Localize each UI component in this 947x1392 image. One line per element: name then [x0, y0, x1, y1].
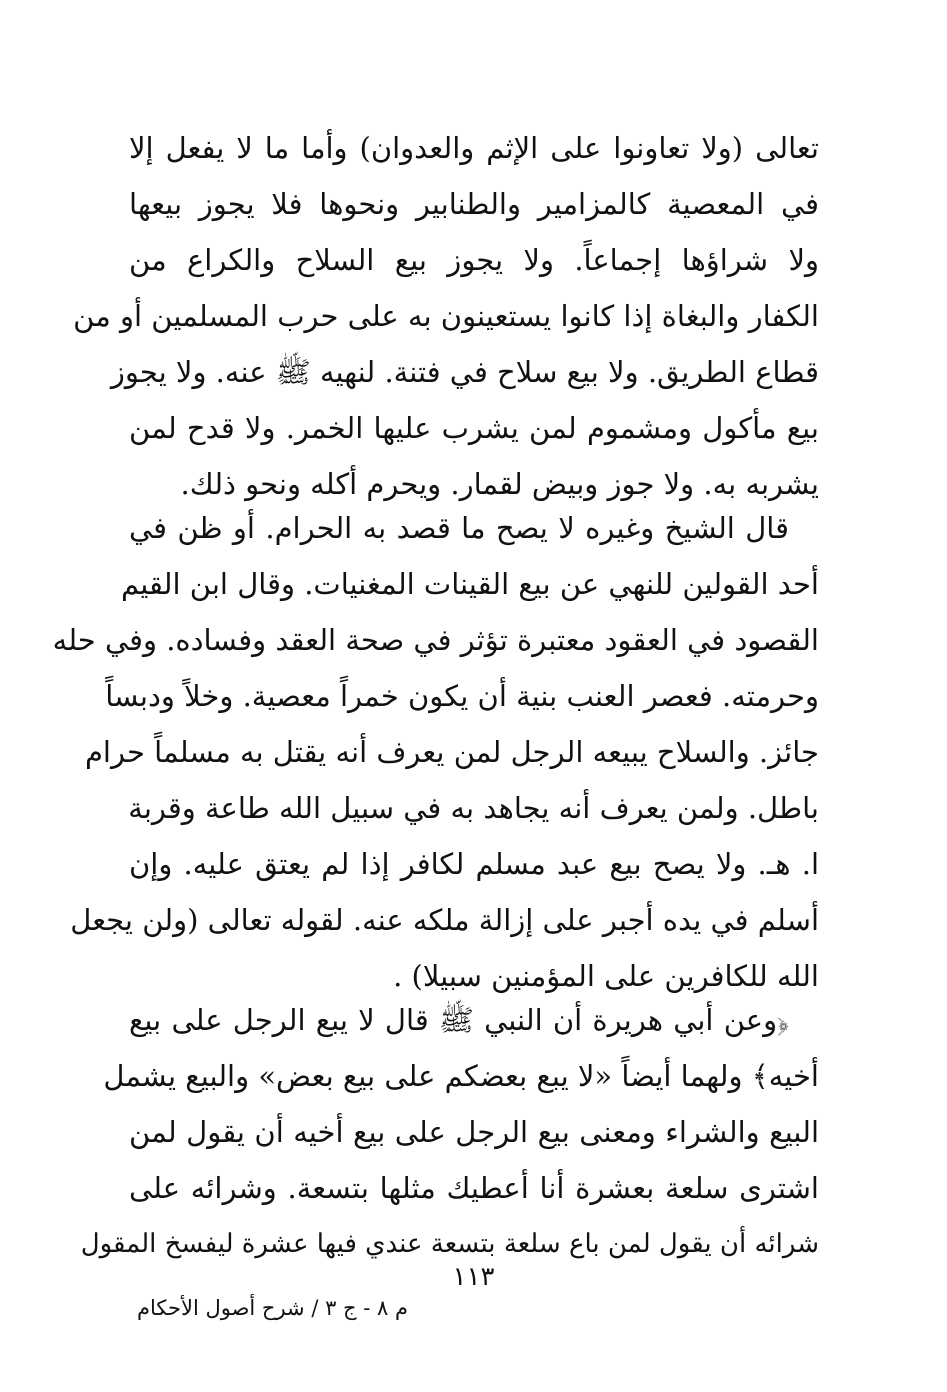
paragraph-1 — [73, 120, 819, 512]
text-line: اشترى سلعة بعشرة أنا أعطيك مثلها بتسعة. وشرائه على — [129, 1171, 819, 1205]
text-line: شرائه أن يقول لمن باع سلعة بتسعة عندي فيها عشرة ليفسخ المقول — [80, 1229, 819, 1259]
paragraph-2 — [52, 500, 819, 1004]
footer-signature: م ٨ - ج ٣ / شرح أصول الأحكام — [137, 1296, 409, 1320]
text-line: ولا شراؤها إجماعاً. ولا يجوز بيع السلاح والكراع من — [129, 243, 819, 277]
text-line: الكفار والبغاة إذا كانوا يستعينون به على حرب المسلمين أو من — [73, 299, 819, 333]
text-line: وحرمته. فعصر العنب بنية أن يكون خمراً معصية. وخلاً ودبساً — [105, 679, 819, 713]
text-line: البيع والشراء ومعنى بيع الرجل على بيع أخيه أن يقول لمن — [129, 1115, 819, 1149]
text-line: بيع مأكول ومشموم لمن يشرب عليها الخمر. ولا قدح لمن — [129, 411, 819, 445]
text-line: أسلم في يده أجبر على إزالة ملكه عنه. لقوله تعالى (ولن يجعل — [70, 903, 819, 937]
text-line: في المعصية كالمزامير والطنابير ونحوها فلا يجوز بيعها — [129, 187, 819, 221]
text-line: جائز. والسلاح يبيعه الرجل لمن يعرف أنه يقتل به مسلماً حرام — [84, 735, 819, 769]
page-number: ١١٣ — [452, 1262, 495, 1292]
text-line: قطاع الطريق. ولا بيع سلاح في فتنة. لنهيه ﷺ عنه. ولا يجوز — [110, 355, 819, 389]
text-line: قال الشيخ وغيره لا يصح ما قصد به الحرام. أو ظن في — [129, 511, 789, 545]
text-line: تعالى (ولا تعاونوا على الإثم والعدوان) وأما ما لا يفعل إلا — [129, 131, 819, 165]
text-line: الله للكافرين على المؤمنين سبيلا) . — [393, 959, 819, 993]
text-line: القصود في العقود معتبرة تؤثر في صحة العقد وفساده. وفي حله — [52, 623, 819, 657]
text-line: باطل. ولمن يعرف أنه يجاهد به في سبيل الله طاعة وقربة — [128, 791, 819, 825]
paragraph-3 — [80, 992, 819, 1272]
text-line: يشربه به. ولا جوز وبيض لقمار. ويحرم أكله ونحو ذلك. — [180, 467, 819, 501]
text-line: أخيه﴾ ولهما أيضاً «لا يبع بعضكم على بيع بعض» والبيع يشمل — [103, 1059, 819, 1093]
text-line: ا. هـ. ولا يصح بيع عبد مسلم لكافر إذا لم يعتق عليه. وإن — [129, 847, 819, 881]
text-line: أحد القولين للنهي عن بيع القينات المغنيات. وقال ابن القيم — [120, 567, 819, 601]
text-line: ﴿وعن أبي هريرة أن النبي ﷺ قال لا يبع الرجل على بيع — [129, 1003, 789, 1037]
